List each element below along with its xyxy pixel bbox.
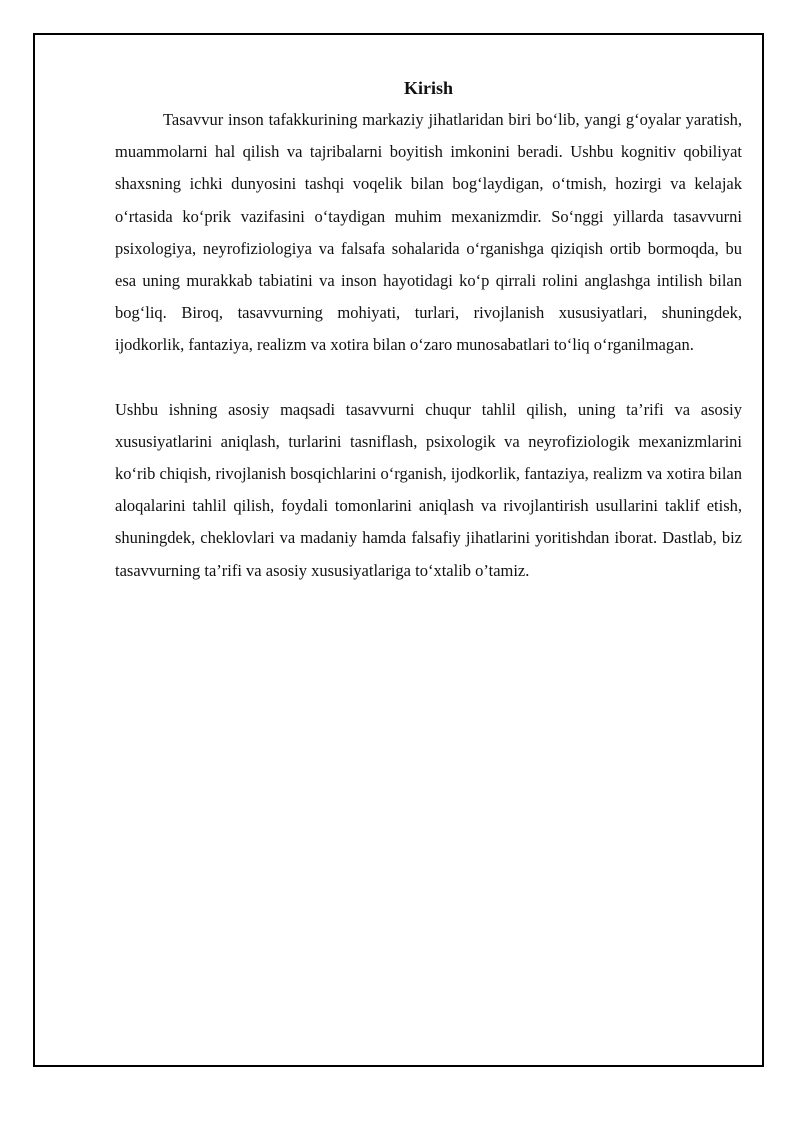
paragraph-spacer (115, 362, 742, 394)
paragraph-purpose: Ushbu ishning asosiy maqsadi tasavvurni chuqur tahlil qilish, uning ta’rifi va asosiy xususiyatlarini aniqlash, turlarini tasniflash, psixologik va neyrofiziologik mexanizmlarini ko‘rib chiqish, rivojlanish bosqichlarini o‘rganish, ijodkorlik, fantaziya, realizm va xotira bilan aloqalarini tahlil qilish, foydali tomonlarini aniqlash va rivojlantirish usullarini taklif etish, shuningdek, cheklovlari va madaniy hamda falsafiy jihatlarini yoritishdan iborat. Dastlab, biz tasavvurning ta’rifi va asosiy xususiyatlariga to‘xtalib o’tamiz. (115, 399, 742, 580)
paragraph-intro: Tasavvur inson tafakkurining markaziy jihatlaridan biri bo‘lib, yangi g‘oyalar yaratish, muammolarni hal qilish va tajribalarni boyitish imkonini beradi. Ushbu kognitiv qobiliyat shaxsning ichki dunyosini tashqi voqelik bilan bog‘laydigan, o‘tmish, hozirgi va kelajak o‘rtasida ko‘prik vazifasini o‘taydigan muhim mexanizmdir. So‘nggi yillarda tasavvurni psixologiya, neyrofiziologiya va falsafa sohalarida o‘rganishga qiziqish ortib bormoqda, bu esa uning murakkab tabiatini va inson hayotidagi ko‘p qirrali rolini anglashga intilish bilan bog‘liq. Biroq, tasavvurning mohiyati, turlari, rivojlanish xususiyatlari, shuningdek, ijodkorlik, fantaziya, realizm va xotira bilan o‘zaro munosabatlari to‘liq o‘rganilmagan. (115, 110, 742, 355)
document-body (115, 72, 742, 587)
document-title: Kirish (403, 78, 453, 98)
